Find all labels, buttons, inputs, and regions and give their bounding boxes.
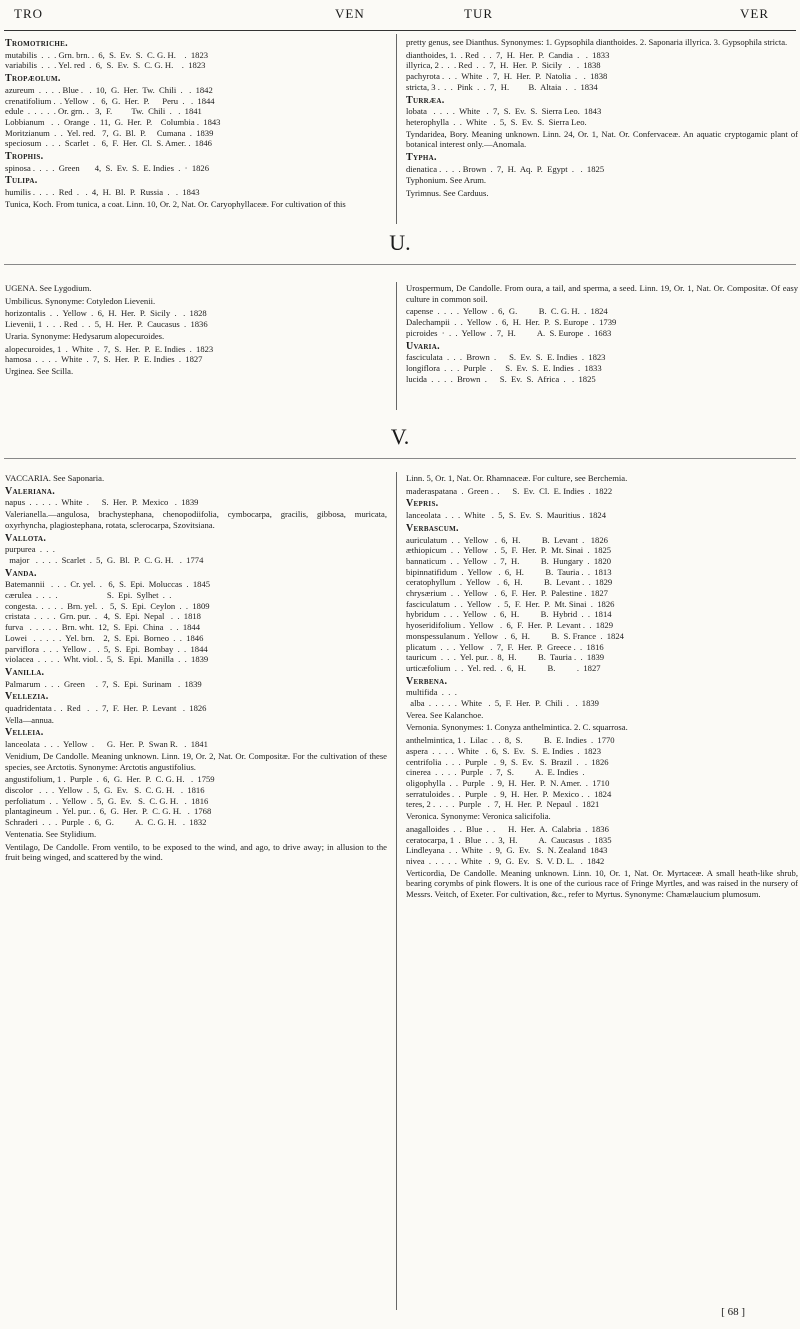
species-row: edule . . . . . Or. grn. . 3, F. Tw. Chili . . 1841	[5, 106, 202, 117]
genus-heading: Typha.	[406, 152, 437, 164]
species-row: alopecuroides, 1 . White . 7, S. Her. P. E. Indies . 1823	[5, 343, 214, 354]
species-row: perfoliatum . . Yellow . 5, G. Ev. S. C. G. H. . 1816	[5, 795, 209, 806]
species-row: Dalechampii . . Yellow . 6, H. Her. P. S. Europe . 1739	[406, 317, 617, 328]
genus-heading: Vallota.	[5, 532, 47, 544]
species-row: anagalloides . . Blue . . H. Her. A. Calabria . 1836	[406, 823, 609, 834]
species-row: pachyrota . . . White . 7, H. Her. P. Natolia . . 1838	[406, 71, 608, 82]
running-head-left: TRO	[14, 6, 43, 21]
species-row: violacea . . . . Wht. viol. . 5, S. Epi. Manilla . . 1839	[5, 654, 209, 665]
species-row: napus . . . . . White . S. Her. P. Mexico . 1839	[5, 497, 199, 508]
genus-paragraph: Uraria. Synonyme: Hedysarum alopecuroides.	[5, 330, 165, 341]
species-row: fasciculatum . . Yellow . 5, F. Her. P. Mt. Sinai . 1826	[406, 598, 615, 609]
column-divider-mid	[396, 282, 397, 410]
genus-heading: Vanda.	[5, 567, 37, 579]
genus-paragraph: Tyndaridea, Bory. Meaning unknown. Linn. 24, Or. 1, Nat. Or. Confervaceæ. An aquatic cryptogamic plant of botanical interest only.—Anomala.	[406, 128, 798, 150]
genus-paragraph: Umbilicus. Synonyme: Cotyledon Lievenii.	[5, 295, 156, 306]
species-row: Lowei . . . . . Yel. brn. 2, S. Epi. Borneo . . 1846	[5, 632, 204, 643]
genus-paragraph: Verea. See Kalanchoe.	[406, 709, 484, 720]
species-row: lanceolata . . . White . 5, S. Ev. S. Mauritius . 1824	[406, 510, 607, 521]
header-rule	[4, 30, 796, 31]
section-v-rule	[4, 458, 796, 459]
genus-paragraph: Vernonia. Synonymes: 1. Conyza anthelmintica. 2. C. squarrosa.	[406, 722, 628, 733]
species-row: monspessulanum . Yellow . 6, H. B. S. France . 1824	[406, 630, 624, 641]
species-row: urticæfolium . . Yel. red. . 6, H. B. . 1827	[406, 662, 601, 673]
column-top-right	[406, 36, 798, 201]
species-row: plicatum . . . Yellow . 7, F. Her. P. Greece . . 1816	[406, 641, 604, 652]
species-row: humilis . . . . Red . . 4, H. Bl. P. Russia . . 1843	[5, 187, 200, 198]
genus-heading: Tulipa.	[5, 175, 38, 187]
species-row: oligophylla . . Purple . 9, H. Her. P. N. Amer. . 1710	[406, 777, 610, 788]
genus-paragraph: Valerianella.—angulosa, brachystephana, chenopodiifolia, cymbocarpa, gracilis, gibbosa, muricata, oxyrhyncha, plagiostephana, rotata, sclerocarpa, Szovitsiana.	[5, 509, 387, 530]
genus-heading: Verbena.	[406, 675, 448, 687]
section-v	[0, 424, 800, 464]
species-row: major . . . . Scarlet . 5, G. Bl. P. C. G. H. . 1774	[5, 554, 204, 565]
species-row: capense . . . . Yellow . 6, G. B. C. G. H. . 1824	[406, 306, 608, 317]
genus-paragraph: Verticordia, De Candolle. Meaning unknown. Linn. 10, Or. 1, Nat. Or. Myrtaceæ. A small heath-like shrub, bearing corymbs of pink flowers. It is one of the curious race of Fringe Myrtles, and was raised in the nursery of Messrs. Veitch, of Exeter. For cultivation, &c., refer to Myrtus. Synonyme: Chamælaucium plumosum.	[406, 867, 798, 900]
species-row: hyoseridifolium . Yellow . 6, F. Her. P. Levant . . 1829	[406, 620, 613, 631]
column-bottom-right	[406, 472, 798, 902]
genus-heading: Verbascum.	[406, 522, 459, 534]
species-row: cristata . . . . Grn. pur. . 4, S. Epi. Nepal . . 1818	[5, 611, 201, 622]
genus-paragraph: UGENA. See Lygodium.	[5, 283, 92, 293]
column-divider-top	[396, 34, 397, 224]
species-row: crenatifolium . . Yellow . 6, G. Her. P. Peru . . 1844	[5, 95, 215, 106]
genus-paragraph: Vella—annua.	[5, 714, 54, 725]
species-row: lobata . . . . White . 7, S. Ev. S. Sierra Leo. 1843	[406, 106, 602, 117]
page-number: [ 68 ]	[721, 1306, 745, 1318]
genus-paragraph: Urginea. See Scilla.	[5, 365, 74, 376]
species-row: cærulea . . . . S. Epi. Sylhet . .	[5, 590, 172, 601]
species-row: plantagineum . Yel. pur. . 6, G. Her. P. C. G. H. . 1768	[5, 806, 212, 817]
species-row: auriculatum . . Yellow . 6, H. B. Levant . 1826	[406, 534, 608, 545]
species-row: illyrica, 2 . . . Red . . 7, H. Her. P. Sicily . . 1838	[406, 60, 601, 71]
running-head	[0, 4, 800, 32]
species-row: angustifolium, 1 . Purple . 6, G. Her. P. C. G. H. . 1759	[5, 774, 215, 785]
species-row: serratuloides . . Purple . 9, H. Her. P. Mexico . . 1824	[406, 788, 612, 799]
genus-paragraph: pretty genus, see Dianthus. Synonymes: 1. Gypsophila dianthoides. 2. Saponaria illyrica. 3. Gypsophila stricta.	[406, 37, 788, 47]
genus-heading: Vepris.	[406, 498, 439, 510]
species-row: Moritzianum . . Yel. red. 7, G. Bl. P. Cumana . 1839	[5, 127, 214, 138]
genus-heading: Vanilla.	[5, 666, 45, 678]
genus-heading: Vellezia.	[5, 691, 49, 703]
species-row: fasciculata . . . Brown . S. Ev. S. E. Indies . 1823	[406, 352, 606, 363]
species-row: dienatica . . . . Brown . 7, H. Aq. P. Egypt . . 1825	[406, 163, 605, 174]
species-row: discolor . . . Yellow . 5, G. Ev. S. C. G. H. . 1816	[5, 784, 205, 795]
running-head-right-center: TUR	[464, 6, 493, 21]
section-v-heading: V.	[390, 424, 410, 449]
genus-paragraph: Urospermum, De Candolle. From oura, a tail, and sperma, a seed. Linn. 19, Or. 1, Nat. Or. Compositæ. Of easy culture in common soil.	[406, 283, 798, 304]
genus-heading: Trophis.	[5, 151, 44, 163]
species-row: centrifolia . . . Purple . 9, S. Ev. S. Brazil . . 1826	[406, 756, 609, 767]
species-row: bipinnatifidum . Yellow . 6, H. B. Tauria . . 1813	[406, 566, 612, 577]
column-mid-left	[5, 282, 387, 379]
species-row: Lievenii, 1 . . . Red . . 5, H. Her. P. Caucasus . 1836	[5, 319, 208, 330]
genus-paragraph: Typhonium. See Arum.	[406, 175, 487, 186]
species-row: hamosa . . . . White . 7, S. Her. P. E. Indies . 1827	[5, 354, 203, 365]
section-u-heading: U.	[389, 230, 411, 255]
genus-paragraph: VACCARIA. See Saponaria.	[5, 473, 105, 483]
species-row: quadridentata . . Red . . 7, F. Her. P. Levant . 1826	[5, 703, 207, 714]
species-row: purpurea . . .	[5, 544, 55, 555]
species-row: chrysærium . . Yellow . 6, F. Her. P. Palestine . 1827	[406, 588, 608, 599]
genus-paragraph: Tyrimnus. See Carduus.	[406, 188, 489, 199]
genus-heading: Tromotriche.	[5, 38, 68, 49]
species-row: ceratocarpa, 1 . Blue . . 3, H. A. Caucasus . 1835	[406, 834, 612, 845]
running-head-center: VEN	[335, 6, 365, 21]
species-row: furva . . . . . Brn. wht. 12, S. Epi. China . . 1844	[5, 622, 201, 633]
species-row: Palmarum . . . Green . 7, S. Epi. Surinam . 1839	[5, 678, 202, 689]
genus-paragraph: Veronica. Synonyme: Veronica salicifolia.	[406, 811, 551, 822]
species-row: aspera . . . . White . 6, S. Ev. S. E. Indies . 1823	[406, 745, 602, 756]
column-bottom-left	[5, 472, 387, 865]
genus-heading: Tropæolum.	[5, 73, 61, 85]
species-row: Lindleyana . . White . 9, G. Ev. S. N. Zealand 1843	[406, 845, 608, 856]
species-row: azureum . . . . Blue . . 10, G. Her. Tw. Chili . . 1842	[5, 84, 213, 95]
species-row: dianthoides, 1. . Red . . 7, H. Her. P. Candia . . 1833	[406, 49, 610, 60]
species-row: cinerea . . . . Purple . 7, S. A. E. Indies .	[406, 767, 585, 778]
species-row: Schraderi . . . Purple . 6, G. A. C. G. H. . 1832	[5, 817, 207, 828]
genus-paragraph: Tunica, Koch. From tunica, a coat. Linn. 10, Or. 2, Nat. Or. Caryophyllaceæ. For cultivation of this	[5, 198, 346, 209]
column-mid-right	[406, 282, 798, 384]
species-row: hybridum . . . Yellow . 6, H. B. Hybrid . . 1814	[406, 609, 612, 620]
species-row: congesta. . . . . Brn. yel. . 5, S. Epi. Ceylon . . 1809	[5, 600, 210, 611]
genus-heading: Velleia.	[5, 727, 44, 739]
running-head-right: VER	[740, 6, 769, 21]
genus-heading: Uvaria.	[406, 340, 440, 352]
genus-paragraph: Venidium, De Candolle. Meaning unknown. Linn. 19, Or. 2, Nat. Or. Compositæ. For the cultivation of these species, see Arctotis. Synonyme: Arctotis angustifolius.	[5, 750, 387, 772]
species-row: æthiopicum . . Yellow . 5, F. Her. P. Mt. Sinai . 1825	[406, 545, 612, 556]
species-row: maderaspatana . Green . . S. Ev. Cl. E. Indies . 1822	[406, 485, 613, 496]
species-row: teres, 2 . . . . Purple . 7, H. Her. P. Nepaul . 1821	[406, 799, 600, 810]
species-row: Batemannii . . . Cr. yel. . 6, S. Epi. Moluccas . 1845	[5, 579, 211, 590]
species-row: anthelmintica, 1 . Lilac . . 8, S. B. E. Indies . 1770	[406, 735, 615, 746]
species-row: variabilis . . . Yel. red . 6, S. Ev. S. C. G. H. . 1823	[5, 60, 206, 71]
species-row: alba . . . . . White . 5, F. Her. P. Chili . . 1839	[406, 698, 599, 709]
species-row: lucida . . . . Brown . S. Ev. S. Africa . . 1825	[406, 373, 596, 384]
species-row: ceratophyllum . Yellow . 6, H. B. Levant . . 1829	[406, 577, 613, 588]
species-row: nivea . . . . . White . 9, G. Ev. S. V. D. L. . 1842	[406, 855, 605, 866]
species-row: speciosum . . . Scarlet . 6, F. Her. Cl. S. Amer. . 1846	[5, 138, 212, 149]
species-row: heterophylla . . White . 5, S. Ev. S. Sierra Leo.	[406, 116, 587, 127]
species-row: spinosa . . . . Green 4, S. Ev. S. E. Indies . · 1826	[5, 162, 210, 173]
species-row: stricta, 3 . . . Pink . . 7, H. B. Altaia . . 1834	[406, 81, 598, 92]
species-row: longiflora . . . Purple . S. Ev. S. E. Indies . 1833	[406, 362, 602, 373]
genus-paragraph: Ventilago, De Candolle. From ventilo, to be exposed to the wind, and ago, to drive away; in allusion to the fruit being winged, and scattered by the wind.	[5, 841, 387, 863]
genus-heading: Turræa.	[406, 94, 445, 106]
species-row: picroides · . . Yellow . 7, H. A. S. Europe . 1683	[406, 327, 612, 338]
species-row: Lobbianum . . Orange . 11, G. Her. P. Columbia . 1843	[5, 116, 221, 127]
section-u-rule	[4, 264, 796, 265]
column-top-left	[5, 36, 387, 212]
genus-heading: Valeriana.	[5, 485, 56, 497]
species-row: horizontalis . . Yellow . 6, H. Her. P. Sicily . . 1828	[5, 308, 207, 319]
species-row: multifida . . .	[406, 687, 457, 698]
species-row: bannaticum . . Yellow . 7, H. B. Hungary . 1820	[406, 555, 612, 566]
species-row: mutabilis . . . Grn. brn. . 6, S. Ev. S. C. G. H. . 1823	[5, 49, 209, 60]
genus-paragraph: Linn. 5, Or. 1, Nat. Or. Rhamnaceæ. For culture, see Berchemia.	[406, 473, 628, 483]
species-row: parviflora . . . Yellow . . 5, S. Epi. Bombay . . 1844	[5, 643, 208, 654]
species-row: tauricum . . . Yel. pur. . 8, H. B. Tauria . . 1839	[406, 652, 605, 663]
column-divider-bottom	[396, 472, 397, 1310]
section-u	[0, 230, 800, 270]
species-row: lanceolata . . . Yellow . G. Her. P. Swan R. . 1841	[5, 739, 208, 750]
genus-paragraph: Ventenatia. See Stylidium.	[5, 828, 97, 839]
